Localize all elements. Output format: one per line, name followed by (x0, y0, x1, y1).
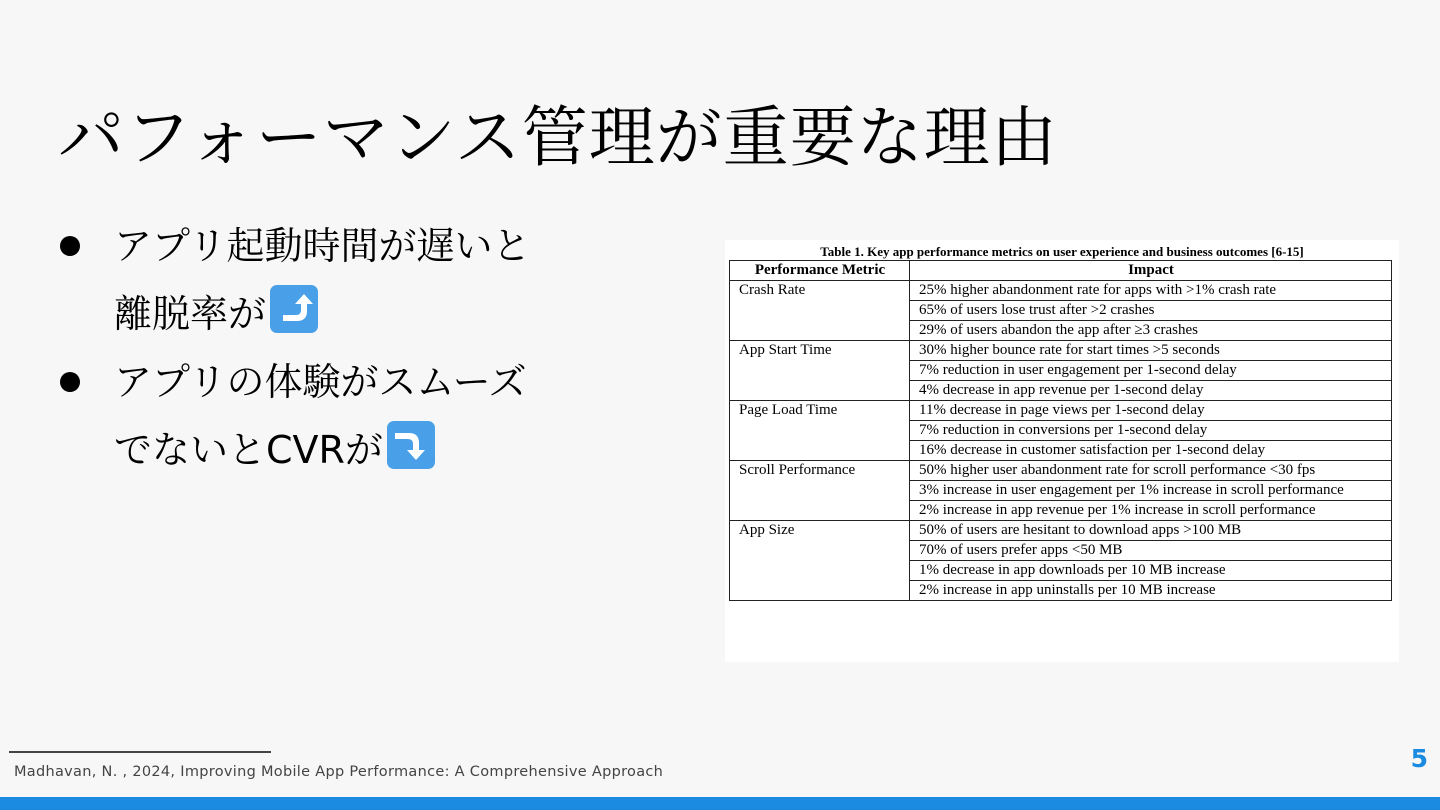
impact-cell: 70% of users prefer apps <50 MB (910, 541, 1392, 561)
header-metric: Performance Metric (730, 261, 910, 281)
metric-cell: App Start Time (730, 341, 910, 401)
bottom-accent-bar (0, 797, 1440, 810)
table-row (730, 281, 1392, 301)
performance-metrics-table-image (725, 240, 1399, 662)
metrics-table (729, 260, 1392, 601)
page-number: 5 (1410, 744, 1428, 773)
table-header-row (730, 261, 1392, 281)
impact-cell: 2% increase in app uninstalls per 10 MB increase (910, 581, 1392, 601)
metric-cell: App Size (730, 521, 910, 601)
impact-cell: 7% reduction in conversions per 1-second delay (910, 421, 1392, 441)
impact-cell: 4% decrease in app revenue per 1-second delay (910, 381, 1392, 401)
bullet-line: アプリの体験がスムーズ (114, 360, 527, 404)
citation-footer: Madhavan, N. , 2024, Improving Mobile App Performance: A Comprehensive Approach (14, 764, 664, 780)
bullet-dot-icon (60, 236, 80, 256)
bullet-list (58, 212, 658, 484)
metric-cell: Scroll Performance (730, 461, 910, 521)
arrow-down-icon (387, 421, 435, 469)
table-row (730, 401, 1392, 421)
impact-cell: 1% decrease in app downloads per 10 MB increase (910, 561, 1392, 581)
bullet-item-start-time (58, 212, 658, 348)
footer-divider (9, 751, 271, 753)
bullet-line (114, 416, 658, 484)
bullet-line-text: 離脱率が (114, 292, 267, 336)
bullet-dot-icon (60, 372, 80, 392)
bullet-line: アプリ起動時間が遅いと (114, 224, 531, 268)
bullet-line (114, 280, 658, 348)
impact-cell: 11% decrease in page views per 1-second delay (910, 401, 1392, 421)
table-row (730, 461, 1392, 481)
header-impact: Impact (910, 261, 1392, 281)
arrow-up-icon (270, 285, 318, 333)
impact-cell: 30% higher bounce rate for start times >5 seconds (910, 341, 1392, 361)
impact-cell: 29% of users abandon the app after ≥3 crashes (910, 321, 1392, 341)
impact-cell: 50% of users are hesitant to download apps >100 MB (910, 521, 1392, 541)
metric-cell: Page Load Time (730, 401, 910, 461)
table-caption: Table 1. Key app performance metrics on user experience and business outcomes [6-15] (820, 244, 1304, 259)
impact-cell: 3% increase in user engagement per 1% increase in scroll performance (910, 481, 1392, 501)
table-row (730, 341, 1392, 361)
impact-cell: 7% reduction in user engagement per 1-second delay (910, 361, 1392, 381)
table-body (730, 281, 1392, 601)
bullet-item-cvr (58, 348, 658, 484)
impact-cell: 50% higher user abandonment rate for scroll performance <30 fps (910, 461, 1392, 481)
bullet-line-text: でないとCVRが (114, 428, 383, 472)
metric-cell: Crash Rate (730, 281, 910, 341)
slide-title: パフォーマンス管理が重要な理由 (58, 99, 1058, 176)
table-row (730, 521, 1392, 541)
impact-cell: 16% decrease in customer satisfaction per 1-second delay (910, 441, 1392, 461)
impact-cell: 2% increase in app revenue per 1% increase in scroll performance (910, 501, 1392, 521)
impact-cell: 65% of users lose trust after >2 crashes (910, 301, 1392, 321)
impact-cell: 25% higher abandonment rate for apps with >1% crash rate (910, 281, 1392, 301)
